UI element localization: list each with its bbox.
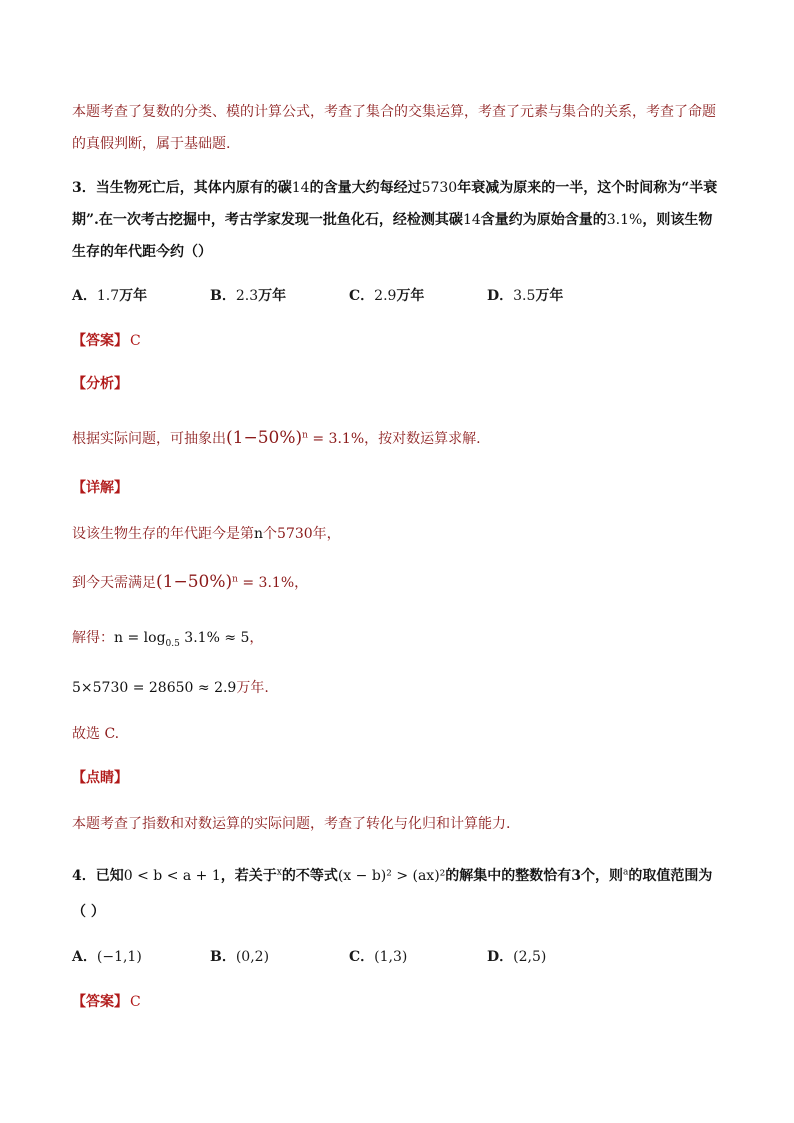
detail-log-rest: 3.1% ≈ 5 [179, 630, 250, 646]
q3-stem-line3: 生存的年代距今约（） [72, 244, 212, 260]
option-unit: 万年 [119, 288, 148, 304]
analysis-rhs: = 3.1% [307, 431, 365, 447]
option-unit: 万年 [396, 288, 425, 304]
q4-option-b [210, 947, 269, 967]
detail-log: = log [123, 630, 166, 646]
detail-text: ， [294, 575, 309, 591]
option-unit: 万年 [258, 288, 287, 304]
q3-detail-line4 [72, 678, 269, 698]
option-letter: C． [349, 949, 375, 965]
q3-analysis-text [72, 428, 481, 449]
option-letter: B． [210, 288, 236, 304]
detail-text: 到今天需满足 [72, 575, 156, 591]
option-letter: D． [487, 288, 514, 304]
q3-option-b [210, 286, 286, 306]
q3-stem-line1 [72, 178, 717, 198]
option-value: (1,3) [374, 949, 408, 965]
q4-stem-text: 的不等式 [281, 868, 338, 884]
option-value: 3.5 [513, 288, 536, 304]
option-value: 2.3 [235, 288, 259, 304]
option-letter: A． [72, 949, 97, 965]
q4-condition: 0 < b < a + 1 [123, 868, 221, 884]
q4-x-var: x [276, 867, 282, 878]
detail-n: n [254, 526, 264, 542]
detail-text: 年， [312, 526, 341, 542]
analysis-text: ，按对数运算求解. [364, 431, 481, 447]
q3-comment-text: 本题考查了指数和对数运算的实际问题，考查了转化与化归和计算能力. [72, 816, 511, 832]
analysis-text: 根据实际问题，可抽象出 [72, 431, 226, 447]
q3-stem-text: 年衰减为原来的一半，这个时间称为“半衰 [457, 180, 718, 196]
q3-analysis-tag: 【分析】 [72, 376, 128, 392]
q3-comment-tag: 【点睛】 [72, 770, 128, 786]
q3-detail-line3 [72, 628, 263, 648]
q3-stem-text: 含量约为原始含量的 [480, 212, 607, 228]
q3-detail-tag: 【详解】 [72, 480, 128, 496]
q3-detail-line5: 故选 C. [72, 726, 120, 742]
analysis-formula: (1−50%) [226, 428, 303, 448]
detail-years: 5730 [277, 526, 313, 542]
q3-carbon-number: 14 [462, 212, 481, 228]
analysis-exponent: n [302, 430, 308, 441]
q3-detail-line1 [72, 524, 341, 544]
q3-percent: 3.1% [606, 212, 643, 228]
detail-formula: (1−50%) [156, 572, 233, 592]
detail-text: 个 [263, 526, 278, 542]
q4-option-a [72, 947, 142, 967]
detail-exponent: n [232, 574, 238, 585]
q4-stem-line1 [72, 866, 712, 886]
detail-calc: 5×5730 = 28650 ≈ 2.9 [72, 680, 237, 696]
q3-detail-line2 [72, 572, 308, 593]
q3-stem-text: ，则该生物 [642, 212, 713, 228]
option-letter: C． [349, 288, 375, 304]
q4-count: 3 [571, 868, 582, 884]
answer-value: C [130, 333, 141, 349]
q3-option-c [349, 286, 424, 306]
q3-carbon-number: 14 [291, 180, 310, 196]
detail-text: 设该生物生存的年代距今是第 [72, 526, 254, 542]
q3-option-a [72, 286, 147, 306]
option-value: 1.7 [96, 288, 120, 304]
option-letter: A． [72, 288, 97, 304]
answer-tag: 【答案】 [72, 333, 128, 349]
q3-stem-text: 3．当生物死亡后，其体内原有的碳 [72, 180, 292, 196]
q3-stem-text: 的含量大约每经过 [309, 180, 422, 196]
answer-value: C [130, 994, 141, 1010]
detail-text: 解得： [72, 630, 114, 646]
detail-text: . [264, 680, 269, 696]
q4-stem-text: 4．已知 [72, 868, 124, 884]
q3-option-d [487, 286, 563, 306]
detail-rhs: = 3.1% [237, 575, 295, 591]
option-value: 2.9 [374, 288, 397, 304]
q4-a-var: a [623, 867, 629, 878]
prev-summary-line1: 本题考查了复数的分类、模的计算公式，考查了集合的交集运算，考查了元素与集合的关系，考查了命题 [72, 104, 716, 120]
q4-stem-text: 的解集中的整数恰有 [445, 868, 572, 884]
q3-stem-line2 [72, 210, 712, 230]
option-letter: B． [210, 949, 236, 965]
q3-stem-text: 期”.在一次考古挖掘中，考古学家发现一批鱼化石，经检测其碳 [72, 212, 463, 228]
detail-n: n [114, 630, 124, 646]
q3-answer [72, 331, 141, 351]
detail-text: ， [249, 630, 264, 646]
prev-summary-line2: 的真假判断，属于基础题. [72, 136, 231, 152]
q4-stem-line2: （ ） [72, 904, 105, 920]
option-value: (2,5) [513, 949, 547, 965]
option-letter: D． [487, 949, 514, 965]
detail-unit: 万年 [236, 680, 265, 696]
option-value: (0,2) [235, 949, 270, 965]
q4-answer [72, 992, 141, 1012]
option-unit: 万年 [535, 288, 564, 304]
answer-tag: 【答案】 [72, 994, 128, 1010]
option-value: (−1,1) [96, 949, 142, 965]
q4-option-d [487, 947, 546, 967]
q4-stem-text: ，若关于 [220, 868, 277, 884]
q4-option-c [349, 947, 407, 967]
q4-inequality: (x − b)² > (ax)² [337, 868, 446, 884]
q4-stem-text: 个，则 [581, 868, 624, 884]
q3-years: 5730 [421, 180, 458, 196]
detail-log-base: 0.5 [165, 638, 180, 649]
q4-stem-text: 的取值范围为 [628, 868, 713, 884]
